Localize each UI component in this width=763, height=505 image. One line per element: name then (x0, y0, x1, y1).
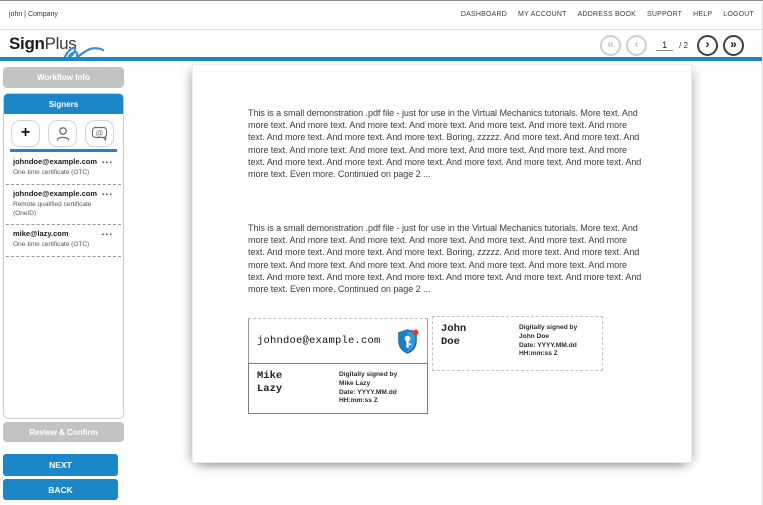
next-page-button[interactable] (697, 35, 718, 56)
signplus-logo[interactable] (9, 34, 77, 58)
signer-row-2[interactable] (6, 185, 121, 226)
signer-email: johndoe@example.com (13, 157, 97, 166)
add-signer-button[interactable] (11, 120, 40, 147)
signer-certificate: One-time certificate (OTC) (13, 241, 90, 249)
signer-row-1[interactable] (6, 153, 121, 185)
signer-menu-icon[interactable]: ... (101, 155, 113, 166)
add-contact-button[interactable] (48, 120, 77, 147)
nav-logout[interactable]: LOGOUT (723, 11, 754, 18)
nav-support[interactable]: SUPPORT (647, 11, 683, 18)
first-page-icon: « (607, 37, 614, 51)
signer-menu-icon[interactable]: ... (101, 227, 113, 239)
signer-actions (11, 120, 114, 147)
first-page-button[interactable] (600, 35, 621, 56)
message-signers-button[interactable] (85, 120, 114, 147)
review-confirm-button[interactable]: Review & Confirm (3, 422, 124, 442)
nav-help[interactable]: HELP (693, 11, 713, 18)
signers-divider (10, 149, 117, 152)
document-paragraph-1: This is a small demonstration .pdf file - just for use in the Virtual Mechanics tutorials. More text. And more text. And more text. And more text. And more text. And more text. And more text. And more text. And more text. And more text. And more text. Boring, zzzzz. And more text. And more text. And more text. And more text. And more text. And more text. And more text. And more text. And more text. And more text. And more text. And more text. And more text. And more text. And more text. And more text. Even more. Continued on page 2 ... (248, 108, 642, 180)
signature-field-email[interactable] (248, 318, 428, 364)
signature-field-mike-lazy[interactable] (248, 363, 428, 414)
signers-panel (3, 93, 124, 419)
header-divider-bar (0, 57, 763, 61)
document-paragraph-2: This is a small demonstration .pdf file - just for use in the Virtual Mechanics tutorials. More text. And more text. And more text. And more text. And more text. And more text. And more text. And more text. And more text. And more text. And more text. Boring, zzzzz. And more text. And more text. And more text. And more text. And more text. And more text. And more text. And more text. And more text. And more text. And more text. And more text. And more text. And more text. And more text. And more text. Even more. Continued on page 2 ... (248, 223, 642, 295)
total-pages-label: / 2 (679, 40, 688, 50)
nav-address-book[interactable]: ADDRESS BOOK (577, 11, 637, 18)
current-page-input[interactable] (656, 40, 673, 51)
signer-email: mike@lazy.com (13, 229, 69, 239)
next-page-icon: › (705, 37, 710, 51)
plus-icon: + (20, 123, 31, 141)
signature-details: Digitally signed by Mike Lazy Date: YYYY.MM.dd HH:mm:ss Z (339, 371, 398, 405)
workflow-info-button[interactable]: Workflow Info (3, 67, 124, 88)
last-page-button[interactable] (723, 35, 744, 56)
page-navigation (600, 33, 744, 57)
person-icon (54, 125, 72, 143)
back-button[interactable]: BACK (3, 479, 118, 500)
signature-email-text: johndoe@example.com (257, 335, 381, 347)
signer-menu-icon[interactable]: ... (101, 186, 113, 198)
digital-id-shield-icon (396, 328, 419, 354)
previous-page-icon: ‹ (634, 37, 639, 51)
next-button[interactable]: NEXT (3, 454, 118, 476)
signer-list (4, 153, 123, 257)
last-page-icon: » (730, 37, 737, 51)
signature-name: Mike Lazy (257, 370, 283, 395)
user-company-label: john | Company (9, 11, 58, 18)
logo-sign-text: Sign (9, 34, 45, 53)
logo-plus-text: Plus (44, 34, 77, 53)
signer-email: johndoe@example.com (13, 188, 97, 198)
signer-certificate: Remote qualified certificate (OneID) (13, 200, 92, 217)
signature-details: Digitally signed by John Doe Date: YYYY.MM.dd HH:mm:ss Z (519, 324, 578, 358)
signer-certificate: One-time certificate (OTC) (13, 169, 90, 176)
nav-my-account[interactable]: MY ACCOUNT (518, 11, 567, 18)
previous-page-button[interactable] (626, 35, 647, 56)
signature-field-john-doe[interactable] (432, 316, 603, 371)
svg-text:@: @ (95, 127, 103, 137)
chat-at-icon (91, 126, 109, 142)
topbar-nav (461, 11, 754, 18)
signer-row-3[interactable] (6, 225, 121, 257)
signers-panel-title: Signers (4, 94, 123, 114)
signature-name: John Doe (441, 323, 467, 348)
nav-dashboard[interactable]: DASHBOARD (460, 11, 508, 18)
topbar (0, 1, 763, 30)
pdf-page (192, 64, 692, 463)
